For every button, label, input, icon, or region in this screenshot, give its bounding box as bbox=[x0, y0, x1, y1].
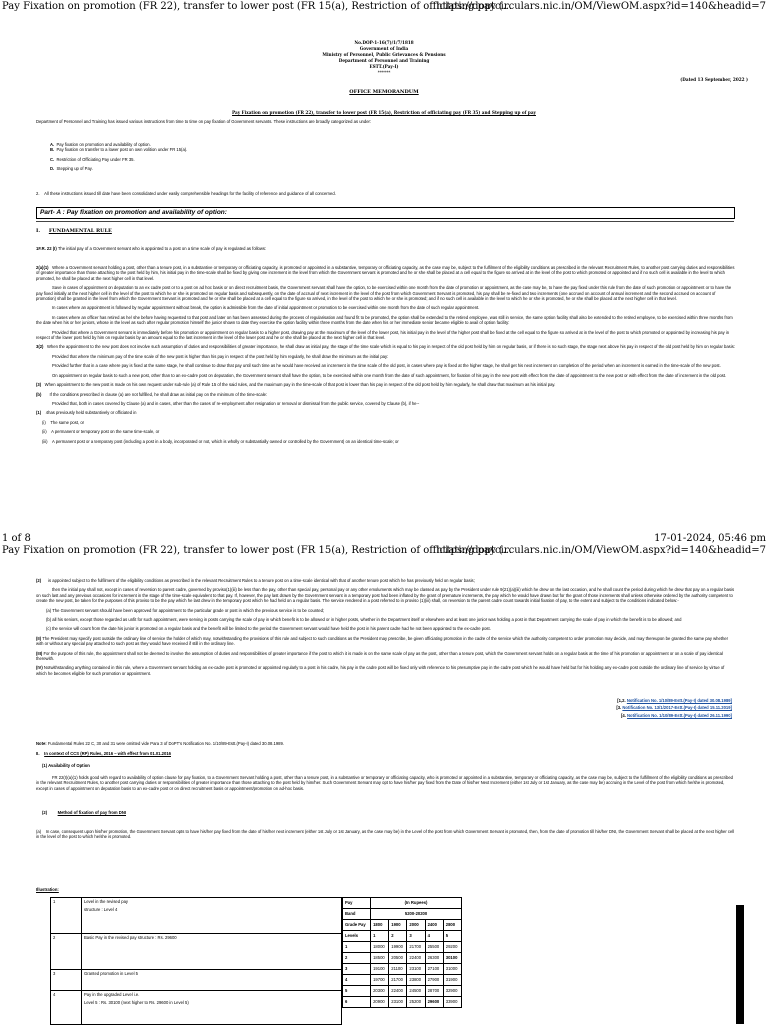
pay-cell: 20900 bbox=[371, 997, 389, 1008]
pay-cell: 29600 bbox=[425, 997, 443, 1008]
memo-org-2: Ministry of Personnel, Public Grievances & Pensions bbox=[322, 52, 446, 57]
pay-cell: 27900 bbox=[425, 975, 443, 986]
fr22-retired: In cases where an officer has retired as he/ she before having requested to that post and later on has been assessed during the process of regularisation and found fit to be promoted, the option shall be extended to the retired employee, was still in service, the same option facility shall also be extended to the retired employee, to be exercised within three months from the date when his or her juniors, whose in the level as such after regular promotion himself the junior shown to date they exercise the option facility within three months from the date when his or her immediate senior became eligible to avail of option facility: bbox=[36, 314, 733, 326]
pay-cell: 20300 bbox=[371, 986, 389, 997]
note: Note: Fundamental Rules 22 C, 30 and 31 were omitted vide Para 3 of DoPT's Notification No. 1/10/89-Estt.(Pay-I) dated 30.08.1989. bbox=[36, 741, 285, 746]
table-cell: 2000 bbox=[407, 920, 425, 931]
table-cell: 5 bbox=[443, 931, 461, 942]
pay-cell: 26300 bbox=[425, 953, 443, 964]
table-cell: 1800 bbox=[371, 920, 389, 931]
pay-cell: 28700 bbox=[425, 986, 443, 997]
p2-cond-c: (c) the service will count from the date his junior is promoted on a regular basis and the benefit will be limited to the period the Government servant would have held the post in his parent cadre had he not been appointed to the ex-cadre post. bbox=[46, 626, 491, 632]
table-cell: Grade Pay bbox=[343, 920, 371, 931]
table-cell: (In Rupees) bbox=[371, 898, 462, 909]
pay-cell: 21100 bbox=[389, 964, 407, 975]
pay-cell: 19700 bbox=[371, 975, 389, 986]
print-header-title: Pay Fixation on promotion (FR 22), transfer to lower post (FR 15(a), Restriction of officiating pay (... bbox=[2, 545, 513, 556]
table-cell: 5200-20200 bbox=[371, 909, 462, 920]
table-cell: 1 bbox=[51, 898, 82, 934]
memo-org-4: ESTT.(Pay-I) bbox=[369, 64, 399, 69]
pay-matrix-table bbox=[342, 897, 462, 1008]
scrollbar-edge[interactable] bbox=[736, 905, 744, 1024]
table-cell: Level in the revised pay structure : Level 4 bbox=[82, 898, 342, 934]
fr22-lead: 1F.R. 22 (I) The initial pay of a Government servant who is appointed to a post on a time scale of pay is regulated as follows: bbox=[36, 246, 267, 251]
print-header-title: Pay Fixation on promotion (FR 22), transfer to lower post (FR 15(a), Restriction of officiating pay (... bbox=[2, 1, 513, 12]
page-number: 1 of 8 bbox=[2, 533, 31, 544]
pay-cell: 31900 bbox=[443, 975, 461, 986]
table-cell: 2 bbox=[389, 931, 407, 942]
table-row bbox=[343, 898, 462, 909]
pay-cell: 23100 bbox=[389, 997, 407, 1008]
pay-cell: 22400 bbox=[407, 953, 425, 964]
fr22-p1: (1) 4has previously held substantively or officiated in bbox=[36, 410, 137, 416]
category-item: A. Pay fixation on promotion and availability of option. bbox=[50, 142, 151, 147]
level-index-cell: 5 bbox=[343, 986, 371, 997]
ref-link[interactable]: [4. Notification No. 1/10/89-Estt.(Pay-I) dated 26.11.1990] bbox=[620, 712, 732, 718]
table-row bbox=[343, 997, 462, 1008]
pay-cell: 19100 bbox=[371, 964, 389, 975]
table-row bbox=[343, 942, 462, 953]
illustration-label: Illustration: bbox=[36, 887, 59, 892]
pay-cell: 24500 bbox=[407, 986, 425, 997]
p2-iii: (III) For the purpose of this rule, the appointment shall not be deemed to involve the assumption of duties and responsibilities of greater importance if the post to which it is made is on the same scale of pay as the post, other than a tenure post, which the Government servant holds on a regular basis at the time of his promotion or appointment or on a scale of pay identical therewith. bbox=[36, 650, 723, 662]
pay-matrix-body bbox=[343, 942, 462, 1008]
table-row bbox=[343, 920, 462, 931]
notification-refs bbox=[616, 698, 732, 718]
pay-cell: 21700 bbox=[389, 975, 407, 986]
level-index-cell: 1 bbox=[343, 942, 371, 953]
table-row bbox=[51, 934, 342, 970]
table-cell: 4 bbox=[425, 931, 443, 942]
method-a: (a) In case, consequent upon his/her promotion, the Government Servant opts to have his/her pay fixed from the date of his/her next increment (either 1st July or 1st January, as the case may be) in the Level of the post from which Government Servant is promoted, then, from the date of promotion till his/her DNI, the Government Servant shall be placed at the next higher cell in the level of the post to which he/she is promoted. bbox=[36, 829, 735, 840]
pay-cell: 20500 bbox=[389, 953, 407, 964]
fr22-save: Save in cases of appointment on deputation to an ex cadre post or to a post on ad hoc basis or on direct recruitment basis, the Government servant shall have the option, to be exercised within one month from the date of promotion or appointment, as the case may be, to have the pay fixed under this rule from the date of such promotion or appointment or to have the pay fixed initially at the next higher cell in the level of the post to which he or she is promoted on regular basis and subsequently, on the date of accrual of next increment in the level of the post from which Government Servant is promoted, his pay shall be re-fixed and two increments (one accrued on account of annual increment and the second accrued on account of promotion) shall be granted in the level from which the Government Servant is promoted and he or she shall be placed at a cell equal to the figure so arrived, in the level of the post to which he or she is promoted; and if no such cell is available in the level to which he or she is promoted, he or she shall be placed at the next higher cell in that level. bbox=[36, 285, 732, 302]
method-heading: (2) Method of fixation of pay from DNI bbox=[42, 810, 127, 815]
fr22-a1: 2(a)(1) Where a Government servant holding a post, other than a tenure post, in a substantive or temporary or officiating capacity, is promoted or appointed in a substantive, temporary or officiating capacity, as the case may be, subject to the fulfilment of the eligibility conditions as prescribed in the relevant Recruitment Rules, to another post carrying duties and responsibilities of greater importance than those attaching to the post held by him, his initial pay in the time-scale shall be fixed by giving one increment in the level from which the Government servant is promoted and he or she shall be placed at a cell equal to the figure so arrived at in the level of the post to which promoted or appointed and if no such cell is available in the level to which promoted, he shall be placed at the next higher cell in that level. bbox=[36, 265, 735, 281]
pay-cell: 18000 bbox=[371, 942, 389, 953]
page2-body bbox=[36, 578, 736, 676]
table-cell: 3 bbox=[407, 931, 425, 942]
print-datetime: 17-01-2024, 05:46 pm bbox=[654, 533, 766, 544]
ref-link[interactable]: [1,2. Notification No. 1/10/89-Estt.(Pay-I) dated 30.08.1989] bbox=[617, 698, 732, 703]
fr22-item: (iii) A permanent post or a temporary post (including a post in a body, incorporated or not, which is wholly or substantially owned or controlled by the Government) on an identical time-scale; or bbox=[42, 438, 399, 444]
table-row bbox=[343, 931, 462, 942]
p2-cond-b: (b) all his seniors, except those regarded as unfit for such appointment, were serving in posts carrying the scale of pay in which benefit is to be allowed or in higher posts, whether in the Department itself or elsewhere and at least one junior was holding a post in that Department carrying the scale of pay in which the benefit is to be allowed; and bbox=[46, 617, 682, 623]
memo-intro: Department of Personnel and Training has issued various instructions from time to time on pay fixation of Government servants. These instructions are broadly categorized as under: bbox=[36, 119, 372, 124]
pay-cell: 25200 bbox=[407, 997, 425, 1008]
memo-subject: Pay Fixation on promotion (FR 22), transfer to lower post (FR 15(a), Restriction of officiating pay (FR 35) and Stepping up of pay bbox=[232, 110, 536, 115]
table-cell: Basic Pay in the revised pay structure : Rs. 29600 bbox=[82, 934, 342, 970]
category-item: B. Pay fixation on transfer to a lower post on own volition under FR 15(a). bbox=[50, 147, 188, 153]
memo-org-5: ****** bbox=[377, 70, 391, 75]
table-cell: Pay bbox=[343, 898, 371, 909]
table-cell: 1 bbox=[371, 931, 389, 942]
table-row bbox=[343, 909, 462, 920]
fr22-item: (i) The same post, or bbox=[42, 419, 85, 425]
category-list bbox=[50, 142, 750, 172]
part-a-heading: Part- A : Pay fixation on promotion and availability of option: bbox=[36, 207, 735, 219]
ref-link[interactable]: [3. Notification No. 13/1/2017-Estt.(Pay-I) dated 15.11.2019] bbox=[616, 705, 732, 711]
section-1-heading: I. FUNDAMENTAL RULE bbox=[36, 228, 112, 234]
memo-number: No.DOP-1-16(7)/1/7/1818 bbox=[354, 40, 414, 45]
fr22-body bbox=[36, 265, 736, 444]
pay-cell: 32900 bbox=[443, 986, 461, 997]
availability-text: FR 22(I)(a)(1) holds good with regard to availability of option clause for pay fixation, to a Government Servant holding a post, other than a tenure post, in a substantive or temporary or officiating capacity, who is promoted or appointed in a substantive, temporary or officiating capacity, as the case may be, subject to the fulfillment of the eligibility conditions as prescribed in the relevant Recruitment Rules, to another post carrying duties or responsibilities of greater importance than those attaching to the post held by him/her. Such Government Servant may opt to have his/her pay fixed from the Date of his/her Next Increment (either 1st July or 1st January, as the case may be) accruing in the Level of the post from which he/she is promoted, except in cases of appointment on deputation basis to an ex-cadre post or on direct recruitment basis or appointment/promotion on ad-hoc basis. bbox=[36, 775, 733, 791]
category-item: C. Restriction of Officiating Pay under FR 35. bbox=[50, 156, 135, 162]
pay-cell: 21700 bbox=[407, 942, 425, 953]
print-header-url[interactable]: https://doptcirculars.nic.in/OM/ViewOM.aspx?id=140&headid=7 bbox=[436, 1, 766, 12]
table-row bbox=[51, 970, 342, 991]
memo-org-1: Government of India bbox=[359, 46, 409, 51]
table-row bbox=[51, 991, 342, 1025]
fr22-provided-2: Provided that where the minimum pay of the time scale of the new post is higher than his pay in respect of the post held by him regularly, he shall draw the minimum as the initial pay: bbox=[52, 353, 389, 359]
fr22-provided-1: Provided that where a Government servant is immediately before his promotion or appointment on regular basis to a higher post, drawing pay at the maximum of the level of the lower post, his initial pay in the level of the higher post shall be fixed at the cell equal to the figure so arrived at in the level of the post to which promoted or appointed by increasing his pay in respect of the lower post held by him on regular basis by an amount equal to the last increment in the level of the lower post and he or she shall be placed at the next higher cell in that level. bbox=[36, 329, 730, 341]
level-index-cell: 3 bbox=[343, 964, 371, 975]
fr22-a2: 3(2) When the appointment to the new post does not involve such assumption of duties and responsibilities of greater importance, he shall draw as initial pay, the stage of the time scale which is equal to his pay in respect of the old post held by him on regular basis, or if there is no such stage, the stage next above his pay in respect of the old post held by him on regular basis: bbox=[36, 344, 735, 350]
table-cell: 4 bbox=[51, 991, 82, 1025]
table-cell: Band bbox=[343, 909, 371, 920]
table-cell: 2 bbox=[51, 934, 82, 970]
table-row bbox=[343, 975, 462, 986]
section-2-heading: II. In context of CCS (RP) Rules, 2016 – with effect from 01.01.2016 bbox=[36, 751, 171, 756]
illustration-table bbox=[50, 897, 342, 1025]
pay-cell: 27100 bbox=[425, 964, 443, 975]
level-index-cell: 4 bbox=[343, 975, 371, 986]
level-index-cell: 2 bbox=[343, 953, 371, 964]
pay-cell: 23100 bbox=[407, 964, 425, 975]
table-cell: 3 bbox=[51, 970, 82, 991]
table-row bbox=[343, 953, 462, 964]
memo-org-3: Department of Personnel and Training bbox=[338, 58, 430, 63]
table-row bbox=[51, 898, 342, 934]
fr22-provided-4: Provided that, both in cases covered by Clause (a) and in cases, other than the cases of re-employment after resignation or removal or dismissal from the public service, covered by Clause (b), if he-- bbox=[52, 400, 420, 406]
table-cell: Granted promotion in Level 5 bbox=[82, 970, 342, 991]
fr22-p3: (3) When appointment to the new post is made on his own request under sub-rule (a) of Rule 15 of the said rules, and the maximum pay in the time-scale of that post is lower than his pay in respect of the old post held by him regularly, he shall draw that maximum as his initial pay. bbox=[36, 382, 556, 388]
p2-cond-a: (a) The Government servant should have been approved for appointment to the particular grade or post in which the previous service is to be counted; bbox=[46, 607, 325, 613]
fr22-provided-3: Provided further that in a case where pay is fixed at the same stage, he shall continue to draw that pay until such time as he would have received an increment in the time scale of the old post, in cases where pay is fixed at the higher stage, he shall get his next increment on completion of the period when an increment is earned in the time-scale of the new post. bbox=[52, 363, 721, 369]
pay-cell: 31000 bbox=[443, 964, 461, 975]
pay-cell: 25500 bbox=[425, 942, 443, 953]
memo-date: (Dated 13 September, 2022 ) bbox=[680, 77, 748, 82]
table-cell: 2800 bbox=[443, 920, 461, 931]
pay-cell: 30100 bbox=[443, 953, 461, 964]
table-cell: 1900 bbox=[389, 920, 407, 931]
fr22-cases: In cases where an appointment is followed by regular appointment without break, the option is admissible from the date of initial appointment or promotion to be exercised within one month from the date of such regular appointment. bbox=[52, 305, 480, 311]
level-index-cell: 6 bbox=[343, 997, 371, 1008]
p2-iv: (IV) Notwithstanding anything contained in this rule, where a Government servant holding an ex-cadre post is promoted or appointed regularly to a post in his cadre, his pay in the cadre post will be fixed only with reference to his presumptive pay in the cadre post which he would have held but for his holding any ex-cadre post outside the ordinary line of service by virtue of which he becomes eligible for such promotion or appointment. bbox=[36, 665, 725, 676]
table-cell: 2400 bbox=[425, 920, 443, 931]
memo-heading: OFFICE MEMORANDUM bbox=[349, 89, 419, 95]
table-cell: Levels bbox=[343, 931, 371, 942]
p2-then: then the initial pay shall not, except in cases of reversion to parent cadre, governed by proviso(1)(iii) be less than the pay, other than special pay, personal pay or any other emoluments which may be classed as pay by the President under rule 9(21)(a)(iii) which he drew on the last occasion, and he shall count the period during which he drew that pay on a regular basis on such last and any previous occasions for increment in the stage of the time-scale equivalent to that pay. If, however, the pay last drawn by the Government servant in a temporary post had been inflated by the grant of premature increments, the pay which he would have drawn but for the grant of those increments shall unless otherwise ordered by the authority competent to create the new post, be taken for the purposes of this proviso to be the pay which he last drew in the temporary post which he had held on a regular basis. The service rendered in a post referred to in proviso (1)(iii) shall, on reversion to the parent cadre count towards initial fixation of pay, to the extent and subject to the conditions indicated below:- bbox=[36, 587, 735, 604]
availability-heading: (1) Availability of Option bbox=[42, 763, 90, 768]
fr22-deputation: On appointment on regular basis to such a new post, other than to an ex-cadre post on deputation, the Government servant shall have the option, to be exercised within one month from the date of such appointment, for fixation of his pay in the new post with effect from the date of appointment to the new post or with effect from the date of increment in the old post. bbox=[52, 372, 727, 378]
divider bbox=[36, 221, 734, 222]
table-cell: Pay in the upgraded Level i.e. Level 5 : Rs. 30100 (next higher to Rs. 29600 in Level 5) bbox=[82, 991, 342, 1025]
pay-cell: 33900 bbox=[443, 997, 461, 1008]
pay-cell: 22400 bbox=[389, 986, 407, 997]
pay-cell: 18500 bbox=[371, 953, 389, 964]
pay-cell: 23800 bbox=[407, 975, 425, 986]
pay-cell: 29200 bbox=[443, 942, 461, 953]
para-2: 2. All these instructions issued till date have been consolidated under easily comprehensible headings for the facility of reference and guidance of all concerned. bbox=[36, 191, 336, 196]
p2-para-2: (2) is appointed subject to the fulfilment of the eligibility conditions as prescribed in the relevant Recruitment Rules to a tenure post on a time-scale identical with that of another tenure post which he has previously held on regular basis; bbox=[36, 578, 475, 583]
print-header-url[interactable]: https://doptcirculars.nic.in/OM/ViewOM.aspx?id=140&headid=7 bbox=[436, 545, 766, 556]
pay-cell: 19900 bbox=[389, 942, 407, 953]
category-item: D. Stepping up of Pay. bbox=[50, 166, 93, 172]
table-row bbox=[343, 964, 462, 975]
fr22-item: (ii) A permanent or temporary post on the same time-scale, or bbox=[42, 429, 160, 435]
fr22-b: (b) If the conditions prescribed in clause (a) are not fulfilled, he shall draw as initial pay on the minimum of the time-scale: bbox=[36, 391, 268, 397]
table-row bbox=[343, 986, 462, 997]
p2-ii: (II) The President may specify post outside the ordinary line of service the holder of which may, notwithstanding the provisions of this rule and subject to such conditions as the President may prescribe, be given officiating promotion in the cadre of the service which the authority competent to order promotion may decide, and may thereupon be granted the same pay whether with or without any special pay attached to such post as they would have received if still in the ordinary line. bbox=[36, 635, 729, 647]
